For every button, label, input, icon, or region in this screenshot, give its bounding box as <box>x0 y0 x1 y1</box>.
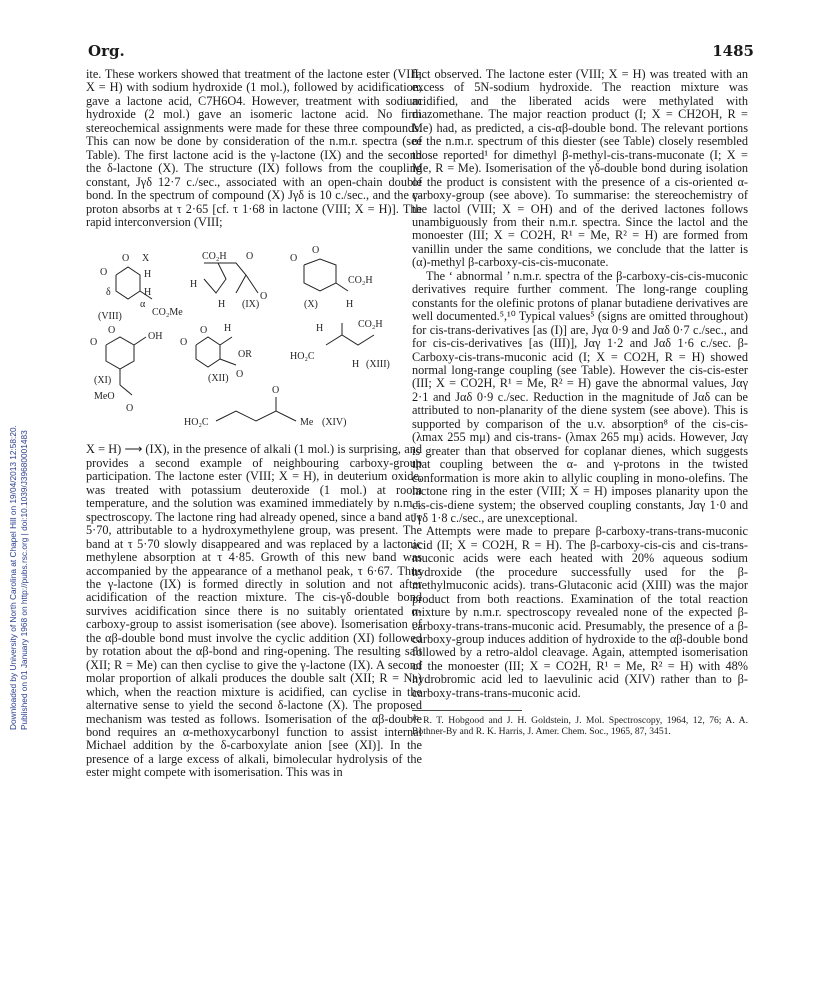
footnote-rule <box>412 710 522 711</box>
running-header-journal: Org. <box>88 42 125 60</box>
atom-label: O <box>272 385 280 397</box>
atom-label: H <box>224 323 232 335</box>
compound-label-xiii: (XIII) <box>366 359 390 371</box>
atom-label: O <box>312 245 320 257</box>
group-label: CO₂H <box>348 275 373 287</box>
download-notice <box>4 130 34 730</box>
group-label: CO₂H <box>358 319 383 331</box>
group-label: OH <box>148 331 163 343</box>
right-column <box>412 68 748 737</box>
atom-label: O <box>90 337 98 349</box>
paragraph: ite. These workers showed that treatment of the lactone ester (VIII; X = H) with sodium hydroxide (1 mol.), followed by acidification, gave a lactone acid, C7H6O4. However, treatment with sodium hydroxide (2 mol.) gave an isomeric lactone acid. No firm stereochemical assignments were made for these three compounds. This can now be done by consideration of the n.m.r. spectra (see Table). The first lactone acid is the γ-lactone (IX) and the second the δ-lactone (X). The structure (IX) follows from the coupling constant, Jγδ 12·7 c./sec., associated with an open-chain double bond. In the spectrum of compound (X) Jγδ is 10 c./sec., and the γ-proton absorbs at τ 2·65 [cf. τ 1·68 in lactone (VIII; X = H)]. The rapid interconversion (VIII; <box>86 67 422 229</box>
group-label: HO₂C <box>290 351 315 363</box>
left-column <box>86 68 422 780</box>
group-label: Me <box>300 417 314 429</box>
atom-label: O <box>100 267 108 279</box>
atom-label: H <box>144 287 152 299</box>
doi-line[interactable]: Published on 01 January 1968 on http://pubs.rsc.org | doi:10.1039/J39680001483 <box>19 430 29 730</box>
atom-label: O <box>122 253 130 265</box>
atom-label: H <box>218 299 226 311</box>
paragraph: The ‘ abnormal ’ n.m.r. spectra of the β-carboxy-cis-cis-muconic derivatives require further comment. The long-range coupling constants for the olefinic protons of planar butadiene derivatives are well documented.⁵,¹⁰ Typical values⁵ (signs are omitted throughout) for cis-trans-derivatives [as (I)] are, Jγα 0·9 and Jαδ 0·7 c./sec., and for cis-cis-derivatives [as (III)], Jαγ 1·2 and Jαδ 1·6 c./sec. β-Carboxy-cis-trans-muconic acid (I; X = CO2H, R = H) showed normal long-range coupling (see Table). However the cis-cis-ester (III; X = CO2H, R¹ = Me, R² = H) gave the abnormal values, Jαγ 2·1 and Jαδ 0·9 c./sec. Reduction in the magnitude of Jαδ can be attributed to non-planarity of the diene system (see above). This is supported by comparison of the u.v. absorption⁸ of the cis-cis- (λmax 255 mμ) and cis-trans- (λmax 265 mμ) acids. However, Jαγ is greater than that observed for coplanar dienes, which suggests that coupling between the α- and γ-protons in the twisted conformation is more akin to allylic coupling in mono-olefins. The lactone ring in the ester (VIII; X = H) imposes planarity upon the cis-cis-diene system; the observed coupling constants, Jαγ 1·0 and Jγδ 1·8 c./sec., are unexceptional. <box>412 268 748 525</box>
page-number: 1485 <box>712 42 754 60</box>
group-label: HO₂C <box>184 417 209 429</box>
download-line[interactable]: Downloaded by University of North Carolina at Chapel Hill on 19/04/2013 12:58:20. <box>8 425 18 730</box>
atom-label: O <box>126 403 134 415</box>
atom-label: H <box>144 269 152 281</box>
compound-label-xiv: (XIV) <box>322 417 347 429</box>
atom-label: H <box>190 279 198 291</box>
substituent-label: X <box>142 253 150 265</box>
compound-label-x: (X) <box>304 299 318 311</box>
compound-label-xi: (XI) <box>94 375 112 387</box>
group-label: OR <box>238 349 252 361</box>
atom-label: O <box>236 369 244 381</box>
paragraph: Attempts were made to prepare β-carboxy-trans-trans-muconic acid (II; X = CO2H, R = H). The β-carboxy-cis-cis and cis-trans-muconic acids were each heated with 20% aqueous sodium hydroxide (the procedure successfully used for the β-methylmuconic acids). trans-Glutaconic acid (XIII) was the major product from both reactions. Examination of the total reaction mixture by n.m.r. spectroscopy revealed none of the expected β-carboxy-trans-trans-muconic acid. Presumably, the presence of a β-carboxy-group induces addition of hydroxide to the αβ-double bond followed by a retro-aldol cleavage. Again, attempted isomerisation of the monoester (III; X = CO2H, R¹ = Me, R² = H) with 48% hydrobromic acid led to laevulinic acid (XIV) rather than to β-carboxy-trans-trans-muconic acid. <box>412 524 748 700</box>
atom-label: O <box>108 325 116 337</box>
footnote: ¹⁰ R. T. Hobgood and J. H. Goldstein, J. Mol. Spectroscopy, 1964, 12, 76; A. A. Bothner-By and R. K. Harris, J. Amer. Chem. Soc., 1965, 87, 3451. <box>412 715 748 738</box>
atom-label: O <box>246 251 254 263</box>
atom-label: O <box>260 291 268 303</box>
group-label: CO₂Me <box>152 307 183 319</box>
group-label: MeO <box>94 391 115 403</box>
atom-label: H <box>346 299 354 311</box>
group-label: CO₂H <box>202 251 227 263</box>
compound-label-ix: (IX) <box>242 299 260 311</box>
compound-label-viii: (VIII) <box>98 311 122 323</box>
atom-label: O <box>290 253 298 265</box>
chemical-structures <box>86 235 422 435</box>
structure-drawing <box>86 235 422 435</box>
position-label: δ <box>106 287 111 299</box>
atom-label: H <box>316 323 324 335</box>
atom-label: O <box>200 325 208 337</box>
compound-label-xii: (XII) <box>208 373 229 385</box>
atom-label: H <box>352 359 360 371</box>
paragraph: X = H) ⟶ (IX), in the presence of alkali (1 mol.) is surprising, and provides a second example of neighbouring carboxy-group participation. The lactone ester (VIII; X = H), in deuterium oxide, was treated with potassium deuteroxide (1 mol.) at room temperature, and the solution was examined immediately by n.m.r. spectroscopy. The lactone ring had already opened, since a band at τ 5·70, attributable to a hydroxymethylene group, was present. The band at τ 5·70 slowly disappeared and was replaced by a lactonic methylene absorption at τ 4·85. Growth of this new band was accompanied by the appearance of a methanol peak, τ 6·67. Thus the γ-lactone (IX) is formed directly in solution and not after acidification of the reaction mixture. The cis-γδ-double bond survives acidification since there is no suitably orientated α-carboxy-group to assist isomerisation (see above). Isomerisation of the αβ-double bond must involve the cyclic addition (XI) followed by rotation about the αβ-bond and ring-opening. The resulting salt (XII; R = Me) can then cyclise to give the γ-lactone (IX). A second molar proportion of alkali produces the double salt (XII; R = Na) which, when the reaction mixture is acidified, can cyclise in the alternative sense to yield the second δ-lactone (X). The proposed mechanism was tested as follows. Isomerisation of the αβ-double bond requires an α-methoxycarbonyl function to assist internal Michael addition by the δ-carboxylate anion [see (XI)]. In the presence of a large excess of alkali, bimolecular hydrolysis of the ester might compete with isomerisation. This was in <box>86 442 422 780</box>
atom-label: O <box>180 337 188 349</box>
paragraph: fact observed. The lactone ester (VIII; X = H) was treated with an excess of 5N-sodium hydroxide. The reaction mixture was acidified, and the liberated acids were methylated with diazomethane. The major reaction product (I; X = CH2OH, R = Me) had, as predicted, a cis-αβ-double bond. The relevant portions of the n.m.r. spectrum of this diester (see Table) closely resembled those reported¹ for dimethyl β-methyl-cis-trans-muconate (I; X = Me, R = Me). Isomerisation of the γδ-double bond during isolation of the product is consistent with the presence of a cis-oriented α-carboxy-group (see above). To summarise: the stereochemistry of the lactol (VIII; X = OH) and of the derived lactones follows unambiguously from their n.m.r. spectra. Since the lactol and the monoester (III; X = CO2H, R¹ = Me, R² = H) are formed from vanillin under the same conditions, we conclude that the latter is (α)-methyl β-carboxy-cis-cis-muconate. <box>412 67 748 270</box>
position-label: α <box>140 299 146 311</box>
